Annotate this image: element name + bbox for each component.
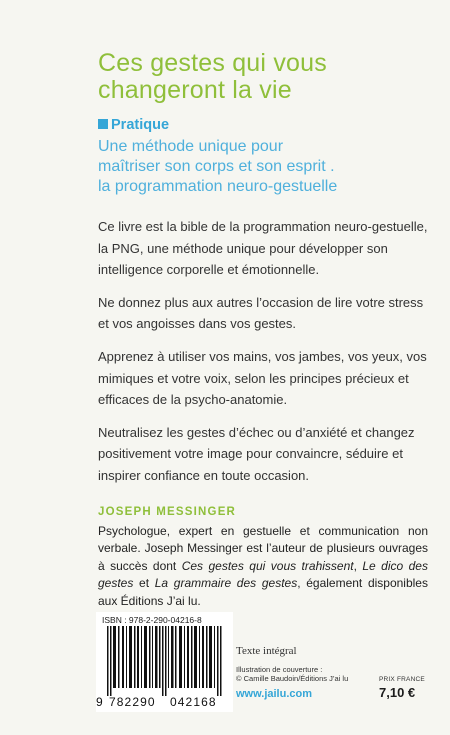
- author-name: JOSEPH MESSINGER: [98, 506, 237, 518]
- book-title: [98, 50, 428, 104]
- ean-group-2: 042168: [170, 695, 217, 709]
- subtitle-line-1: Une méthode unique pour: [98, 138, 284, 155]
- square-bullet-icon: [98, 119, 108, 129]
- blurb-paragraph: Neutralisez les gestes d’échec ou d’anxiété et changez positivement votre image pour convaincre, séduire et inspirer confiance en toute occasion.: [98, 424, 415, 483]
- credit-line-1: Illustration de couverture :: [236, 665, 323, 674]
- blurb: [98, 216, 428, 498]
- bio-text: et: [133, 576, 155, 591]
- blurb-paragraph: Apprenez à utiliser vos mains, vos jambes, vos yeux, vos mimiques et votre voix, selon les principes précieux et efficaces de la psycho-anatomie.: [98, 348, 427, 408]
- subtitle-line-3: la programmation neuro-gestuelle: [98, 178, 338, 195]
- price-label: PRIX FRANCE: [379, 676, 425, 683]
- ean-lead-digit: 9: [96, 695, 104, 709]
- texte-integral-label: Texte intégral: [236, 645, 297, 657]
- barcode-icon: [104, 626, 226, 696]
- collection-label: [98, 117, 169, 133]
- ean-group-1: 782290: [109, 695, 156, 709]
- title-line-1: Ces gestes qui vous: [98, 49, 327, 77]
- collection-name: Pratique: [111, 117, 170, 133]
- bio-book-title: La grammaire des gestes: [154, 576, 298, 591]
- publisher-website: www.jailu.com: [236, 688, 312, 700]
- book-subtitle: [98, 137, 428, 197]
- blurb-paragraph: Ne donnez plus aux autres l’occasion de lire votre stress et vos angoisses dans vos gestes.: [98, 294, 424, 332]
- bio-book-title: Ces gestes qui vous trahissent: [181, 558, 354, 573]
- isbn-text: ISBN : 978-2-290-04216-8: [102, 615, 202, 625]
- bio-text: Psychologue, expert en gestuelle et communication non verbale. Joseph Messinger est l’auteur de plusieurs ouvrages à succès dont: [98, 524, 428, 573]
- subtitle-line-2: maîtriser son corps et son esprit .: [98, 158, 335, 175]
- credit-line-2: © Camille Baudoin/Éditions J’ai lu: [236, 674, 349, 683]
- bio-text: , également disponibles aux Éditions J’ai lu.: [98, 576, 428, 608]
- bio-book-title: Le dico des gestes: [98, 558, 428, 591]
- author-bio: [98, 523, 428, 610]
- cover-credits: [236, 665, 348, 683]
- blurb-paragraph: Ce livre est la bible de la programmation neuro-gestuelle, la PNG, une méthode unique pour développer son intelligence corporelle et émotionnelle.: [98, 219, 428, 278]
- title-line-2: changeront la vie: [98, 76, 292, 104]
- price-value: 7,10 €: [379, 685, 416, 700]
- barcode-area: [96, 612, 233, 712]
- bio-text: ,: [353, 558, 363, 573]
